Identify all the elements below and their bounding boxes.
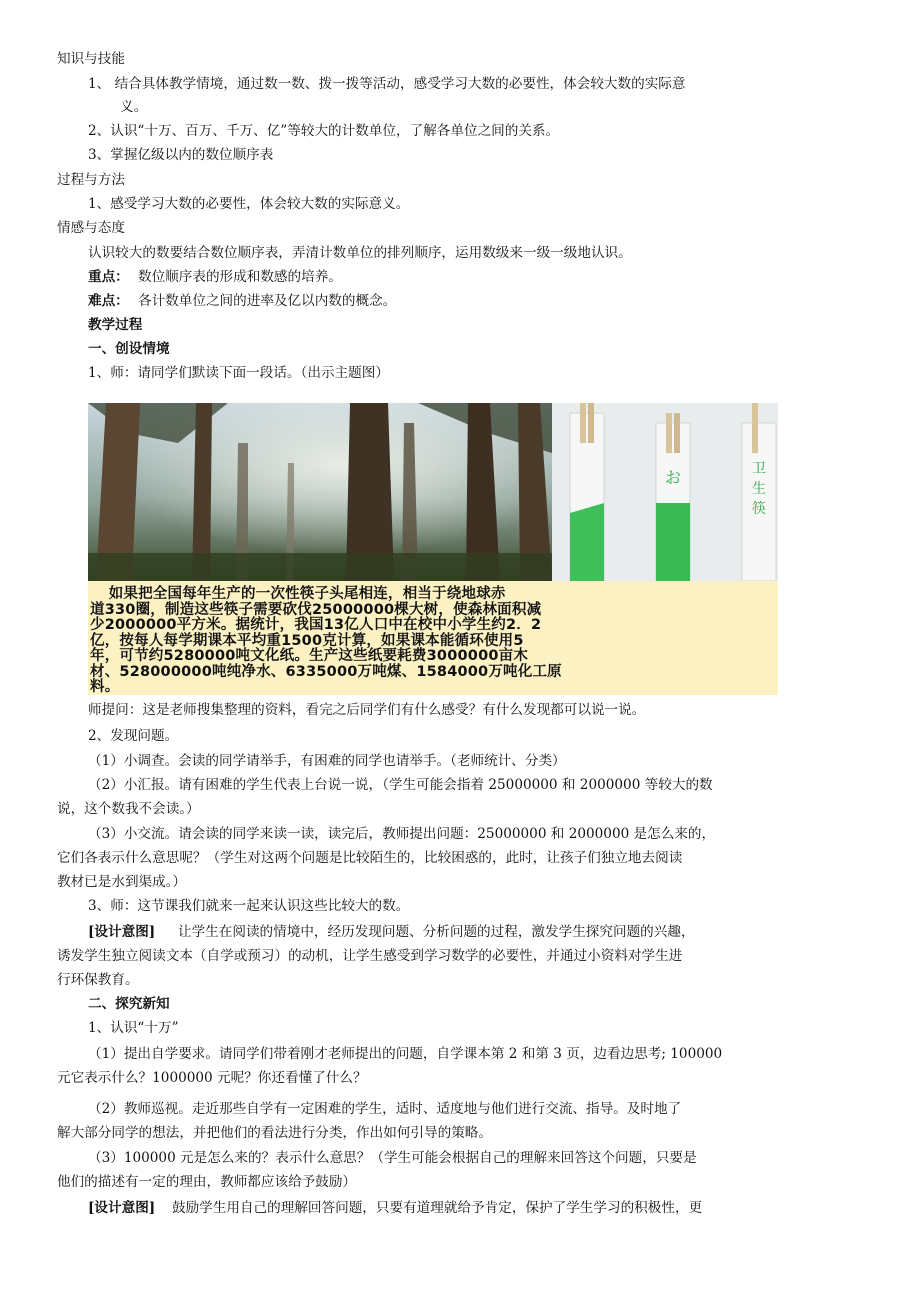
paragraph-line: 情感与态度 — [57, 220, 125, 236]
paragraph-line: （3）小交流。请会读的同学来读一读，读完后，教师提出问题：25000000 和 2000000 是怎么来的， — [88, 826, 716, 842]
paragraph-line: 它们各表示什么意思呢？（学生对这两个问题是比较陌生的，比较困惑的，此时，让孩子们独立地去阅读 — [57, 850, 683, 866]
paragraph-line: 各计数单位之间的进率及亿以内数的概念。 — [138, 293, 397, 309]
caption-line: 料。 — [90, 679, 120, 695]
paragraph-line: 诱发学生独立阅读文本（自学或预习）的动机，让学生感受到学习数学的必要性，并通过小资料对学生进 — [57, 948, 683, 964]
paragraph-line: （1）小调查。会读的同学请举手，有困难的同学也请举手。（老师统计、分类） — [88, 753, 566, 769]
heading-text: 二、探究新知 — [88, 996, 170, 1012]
caption-line: 年，可节约5280000吨文化纸。生产这些纸要耗费3000000亩木 — [90, 648, 529, 664]
paragraph-line: 义。 — [120, 99, 148, 115]
heading-text: 难点： — [88, 293, 129, 309]
caption-line: 亿，按每人每学期课本平均重1500克计算，如果课本能循环使用5 — [90, 632, 524, 649]
svg-text:生: 生 — [752, 481, 766, 497]
forest-photo — [88, 403, 552, 581]
heading-text: [设计意图] — [88, 1200, 156, 1216]
paragraph-line: 让学生在阅读的情境中，经历发现问题、分析问题的过程，激发学生探究问题的兴趣， — [178, 924, 695, 940]
paragraph-line: 过程与方法 — [57, 172, 125, 188]
paragraph-line: 解大部分同学的想法，并把他们的看法进行分类，作出如何引导的策略。 — [57, 1125, 492, 1141]
paragraph-line: 3、师：这节课我们就来一起来认识这些比较大的数。 — [88, 898, 410, 914]
paragraph-line: 1、认识“十万” — [88, 1020, 179, 1036]
paragraph-line: 说，这个数我不会读。） — [57, 801, 200, 817]
chopsticks-photo — [552, 403, 778, 581]
paragraph-line: 教材已是水到渠成。） — [57, 874, 187, 890]
paragraph-line: 认识较大的数要结合数位顺序表，弄清计数单位的排列顺序，运用数级来一级一级地认识。 — [88, 245, 632, 261]
heading-text: [设计意图] — [88, 924, 156, 940]
paragraph-line: 1、师：请同学们默读下面一段话。（出示主题图） — [88, 365, 389, 381]
caption-line: 如果把全国每年生产的一次性筷子头尾相连，相当于绕地球赤 — [94, 586, 506, 602]
heading-text: 重点： — [88, 269, 129, 285]
paragraph-line: 2、发现问题。 — [88, 728, 179, 744]
caption-line: 道330圈，制造这些筷子需要砍伐25000000棵大树，使森林面积减 — [90, 601, 542, 618]
paragraph-line: 数位顺序表的形成和数感的培养。 — [138, 269, 342, 285]
paragraph-line: 师提问：这是老师搜集整理的资料，看完之后同学们有什么感受？有什么发现都可以说一说。 — [88, 702, 646, 718]
svg-text:お: お — [664, 468, 682, 487]
svg-text:筷: 筷 — [752, 501, 766, 517]
paragraph-line: 知识与技能 — [57, 51, 125, 67]
paragraph-line: 行环保教育。 — [57, 972, 139, 988]
heading-text: 一、创设情境 — [88, 341, 170, 357]
paragraph-line: （1）提出自学要求。请同学们带着刚才老师提出的问题，自学课本第 2 和第 3 页，边看边思考; 100000 — [88, 1046, 723, 1062]
paragraph-line: 1、 结合具体教学情境，通过数一数、拨一拨等活动，感受学习大数的必要性，体会较大数的实际意 — [88, 76, 686, 92]
figure-caption — [88, 581, 778, 695]
paragraph-line: 元它表示什么？1000000 元呢？你还看懂了什么？ — [57, 1070, 367, 1086]
paragraph-line: （3）100000 元是怎么来的？表示什么意思？（学生可能会根据自己的理解来回答这个问题，只要是 — [88, 1150, 697, 1166]
paragraph-line: 他们的描述有一定的理由，教师都应该给予鼓励） — [57, 1174, 357, 1190]
caption-line: 少2000000平方米。据统计，我国13亿人口中在校中小学生约2．2 — [90, 617, 542, 633]
paragraph-line: 2、认识“十万、百万、千万、亿”等较大的计数单位，了解各单位之间的关系。 — [88, 123, 560, 139]
caption-line: 材、528000000吨纯净水、6335000万吨煤、1584000万吨化工原 — [90, 663, 562, 680]
svg-text:卫: 卫 — [752, 461, 766, 477]
paragraph-line: （2）小汇报。请有困难的学生代表上台说一说，（学生可能会指着 25000000 和 2000000 等较大的数 — [88, 777, 713, 793]
paragraph-line: 1、感受学习大数的必要性，体会较大数的实际意义。 — [88, 196, 410, 212]
paragraph-line: 3、掌握亿级以内的数位顺序表 — [88, 147, 274, 163]
paragraph-line: 鼓励学生用自己的理解回答问题，只要有道理就给予肯定，保护了学生学习的积极性，更 — [172, 1200, 703, 1216]
paragraph-line: （2）教师巡视。走近那些自学有一定困难的学生，适时、适度地与他们进行交流、指导。及时地了 — [88, 1101, 682, 1117]
theme-figure — [88, 403, 778, 695]
heading-text: 教学过程 — [88, 317, 143, 333]
